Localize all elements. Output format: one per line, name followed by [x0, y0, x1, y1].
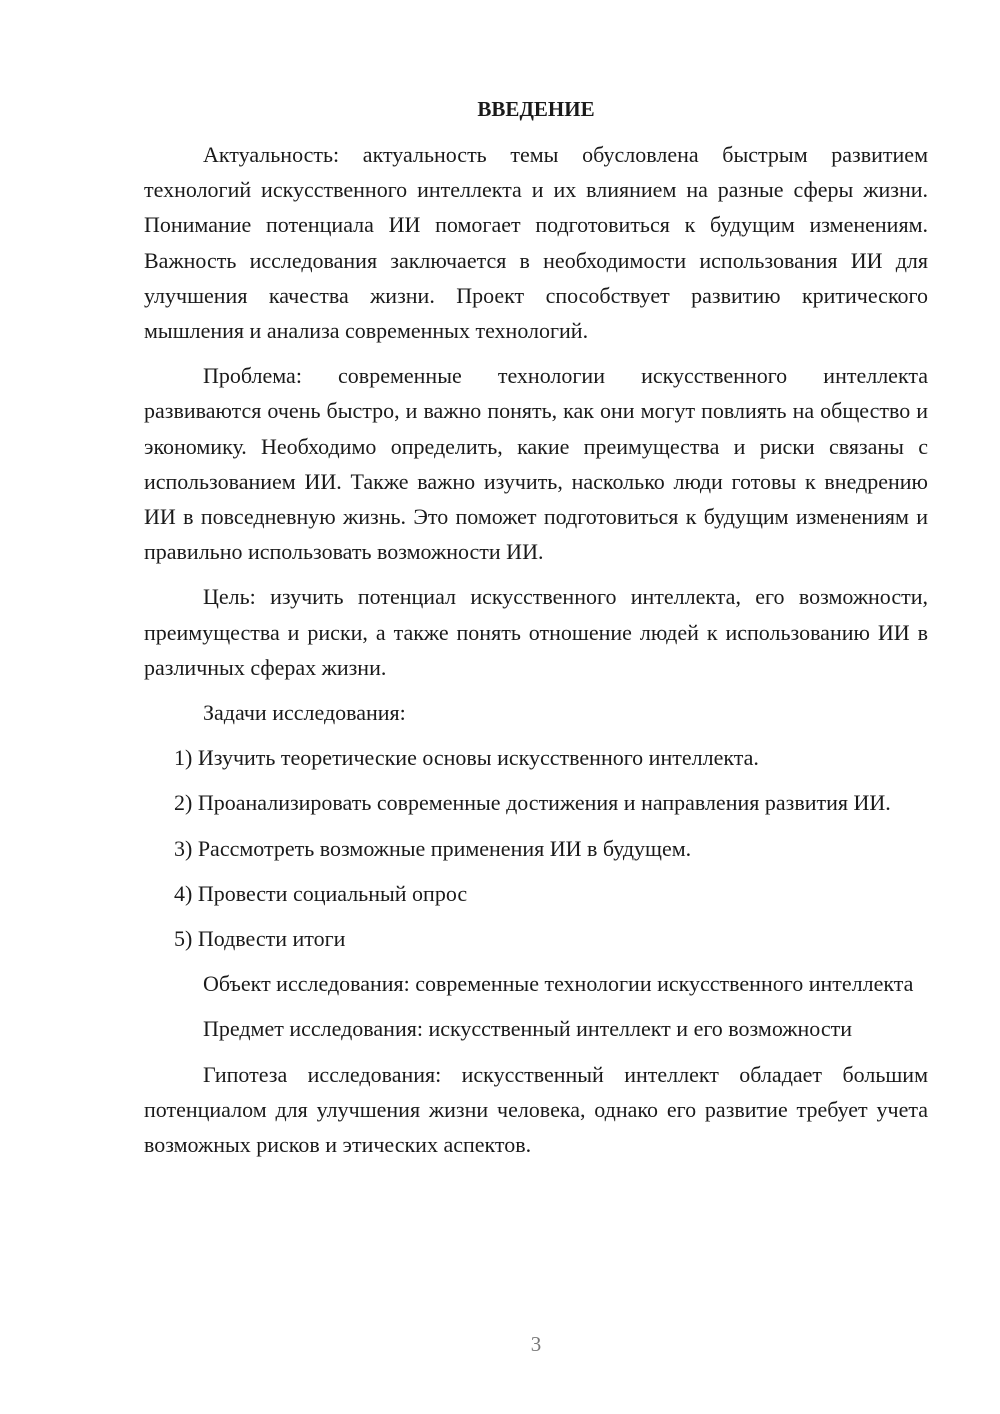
- page-title: ВВЕДЕНИЕ: [477, 97, 595, 121]
- task-item: 4) Провести социальный опрос: [174, 880, 468, 906]
- subject-paragraph: Предмет исследования: искусственный интеллект и его возможности: [203, 1016, 852, 1042]
- task-item: 1) Изучить теоретические основы искусственного интеллекта.: [174, 745, 759, 771]
- task-item: 2) Проанализировать современные достижения и направления развития ИИ.: [174, 790, 891, 816]
- page-number: 3: [530, 1332, 542, 1356]
- tasks-heading: Задачи исследования:: [203, 700, 406, 726]
- hypothesis-paragraph: Гипотеза исследования: искусственный интеллект обладает большим потенциалом для улучшения жизни человека, однако его развитие требует учета возможных рисков и этических аспектов.: [144, 1061, 928, 1158]
- problem-paragraph: Проблема: современные технологии искусственного интеллекта развиваются очень быстро, и важно понять, как они могут повлиять на общество и экономику. Необходимо определить, какие преимущества и риски связаны с использованием ИИ. Также важно изучить, насколько люди готовы к внедрению ИИ в повседневную жизнь. Это поможет подготовиться к будущим изменениям и правильно использовать возможности ИИ.: [144, 363, 928, 565]
- document-page: [144, 92, 928, 1172]
- relevance-paragraph: Актуальность: актуальность темы обусловлена быстрым развитием технологий искусственного интеллекта и их влиянием на разные сферы жизни. Понимание потенциала ИИ помогает подготовиться к будущим изменениям. Важность исследования заключается в необходимости использования ИИ для улучшения качества жизни. Проект способствует развитию критического мышления и анализа современных технологий.: [144, 142, 928, 344]
- object-paragraph: Объект исследования: современные технологии искусственного интеллекта: [203, 971, 914, 997]
- task-item: 3) Рассмотреть возможные применения ИИ в будущем.: [174, 835, 692, 861]
- goal-paragraph: Цель: изучить потенциал искусственного интеллекта, его возможности, преимущества и риски, а также понять отношение людей к использованию ИИ в различных сферах жизни.: [144, 584, 928, 680]
- task-item: 5) Подвести итоги: [174, 926, 346, 952]
